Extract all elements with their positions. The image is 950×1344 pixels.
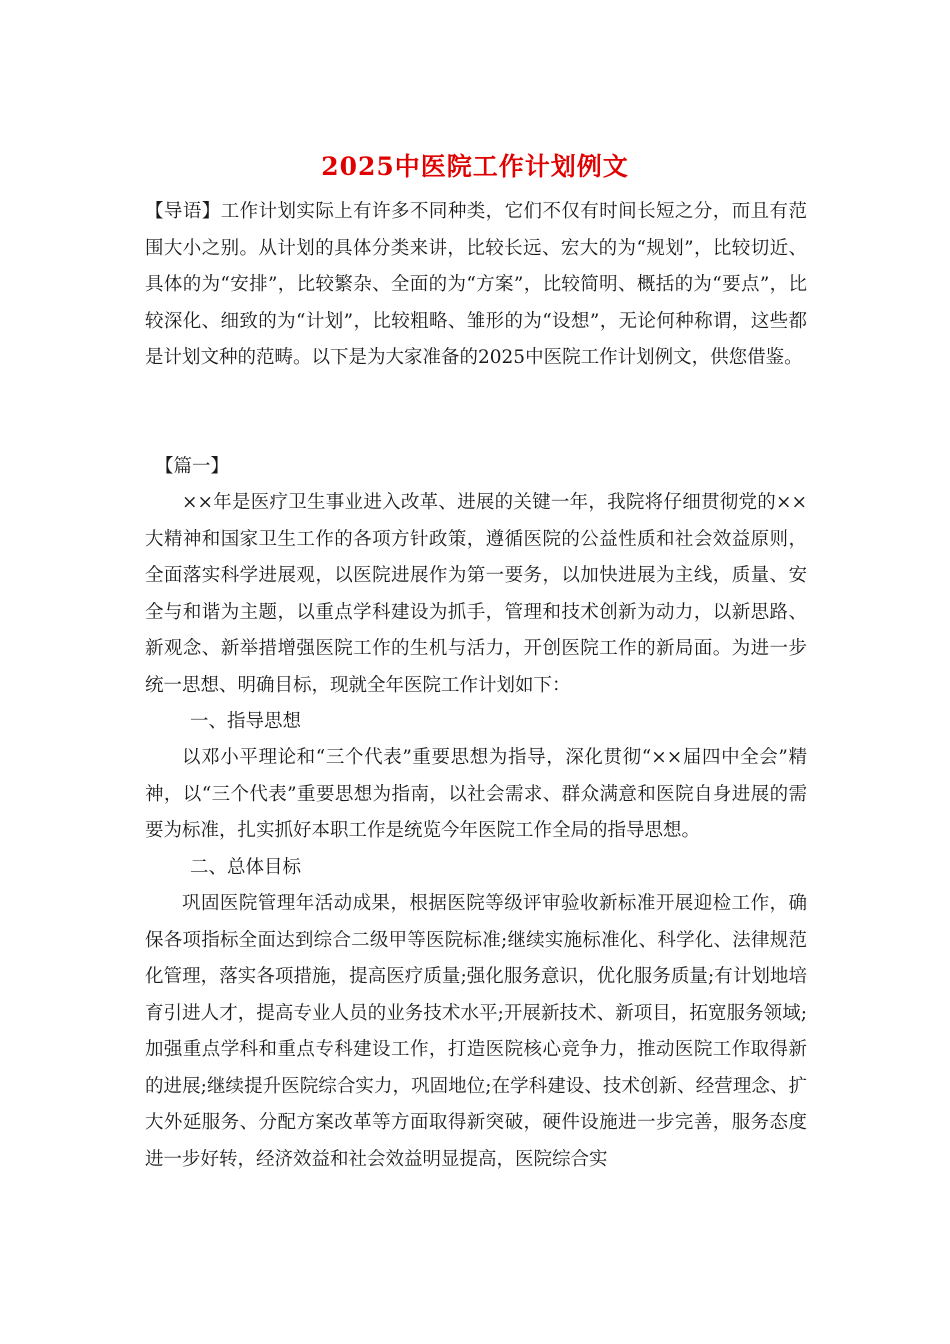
section-text-overall-goal: 巩固医院管理年活动成果，根据医院等级评审验收新标准开展迎检工作，确保各项指标全面达到综合二级甲等医院标准;继续实施标准化、科学化、法律规范化管理，落实各项措施，提高医疗质量;强化服务意识，优化服务质量;有计划地培育引进人才，提高专业人员的业务技术水平;开展新技术、新项目，拓宽服务领域;加强重点学科和重点专科建设工作，打造医院核心竞争力，推动医院工作取得新的进展;继续提升医院综合实力，巩固地位;在学科建设、技术创新、经营理念、扩大外延服务、分配方案改革等方面取得新突破，硬件设施进一步完善，服务态度进一步好转，经济效益和社会效益明显提高，医院综合实 [145,893,807,1170]
section-heading-guiding-thought: 一、指导思想 [190,711,302,732]
document-title: 2025中医院工作计划例文 [321,152,629,181]
chapter-heading: 【篇一】 [155,456,230,477]
section-heading-overall-goal: 二、总体目标 [190,857,302,878]
section-text-guiding-thought: 以邓小平理论和“三个代表”重要思想为指导，深化贯彻“××届四中全会”精神，以“三个代表”重要思想为指南，以社会需求、群众满意和医院自身进展的需要为标准，扎实抓好本职工作是统览今年医院工作全局的指导思想。 [145,747,807,841]
lead-paragraph: 【导语】工作计划实际上有许多不同种类，它们不仅有时间长短之分，而且有范围大小之别。从计划的具体分类来讲，比较长远、宏大的为“规划”，比较切近、具体的为“安排”，比较繁杂、全面的为“方案”，比较简明、概括的为“要点”，比较深化、细致的为“计划”，比较粗略、雏形的为“设想”，无论何种称谓，这些都是计划文种的范畴。以下是为大家准备的2025中医院工作计划例文，供您借鉴。 [145,201,807,368]
intro-paragraph: ××年是医疗卫生事业进入改革、进展的关键一年，我院将仔细贯彻党的××大精神和国家卫生工作的各项方针政策，遵循医院的公益性质和社会效益原则，全面落实科学进展观，以医院进展作为第一要务，以加快进展为主线，质量、安全与和谐为主题，以重点学科建设为抓手，管理和技术创新为动力，以新思路、新观念、新举措增强医院工作的生机与活力，开创医院工作的新局面。为进一步统一思想、明确目标，现就全年医院工作计划如下： [145,492,807,696]
